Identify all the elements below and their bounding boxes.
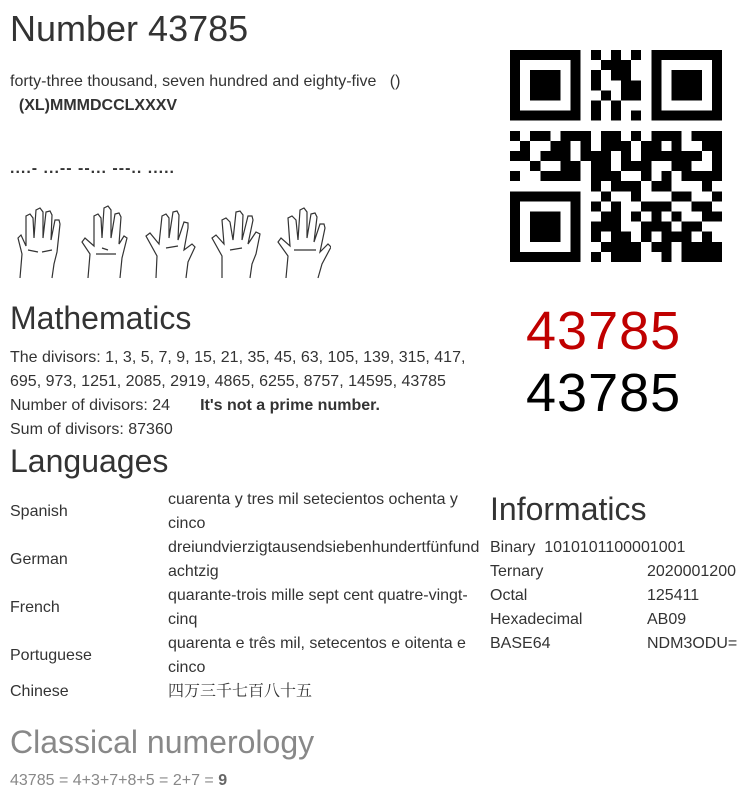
- roman-numeral: (XL)MMMDCCLXXXV: [18, 97, 178, 114]
- info-value: AB09: [647, 611, 687, 628]
- prime-status: It's not a prime number.: [200, 397, 380, 414]
- informatics-table: [490, 536, 737, 656]
- words-text: forty-three thousand, seven hundred and eighty-five: [10, 73, 377, 90]
- info-value: NDM3ODU=: [647, 635, 738, 652]
- mathematics-heading: Mathematics: [10, 300, 192, 336]
- hand-four-icon: [12, 202, 67, 280]
- sign-language-hands: [12, 202, 331, 280]
- language-row: [10, 536, 480, 584]
- hand-five-icon: [276, 202, 331, 280]
- info-key: BASE64: [490, 635, 551, 652]
- language-row: [10, 680, 480, 704]
- informatics-row: [490, 608, 737, 632]
- big-number-red: 43785: [526, 301, 682, 361]
- big-number-black: 43785: [526, 363, 682, 423]
- info-key: Ternary: [490, 563, 544, 580]
- language-text: cuarenta y tres mil setecientos ochenta y cinco: [168, 491, 458, 532]
- numerology-formula: 43785 = 4+3+7+8+5 = 2+7 =: [10, 772, 219, 789]
- language-name: Spanish: [10, 503, 68, 520]
- language-name: Portuguese: [10, 647, 92, 664]
- language-row: [10, 632, 480, 680]
- hand-eight-icon: [210, 202, 265, 280]
- informatics-row: [490, 584, 737, 608]
- mathematics-section: [10, 346, 480, 442]
- language-text: dreiundvierzigtausendsiebenhundertfünfundachtzig: [168, 539, 480, 580]
- languages-heading: Languages: [10, 443, 169, 479]
- divisor-sum: Sum of divisors: 87360: [10, 421, 173, 438]
- divisor-count: Number of divisors: 24: [10, 397, 171, 414]
- words-parens: (): [389, 73, 401, 90]
- qr-code: [510, 50, 722, 262]
- page-title: Number 43785: [10, 8, 249, 49]
- language-name: Chinese: [10, 683, 69, 700]
- hand-three-icon: [78, 202, 133, 280]
- number-in-words: [10, 70, 480, 118]
- divisors-list: The divisors: 1, 3, 5, 7, 9, 15, 21, 35, 45, 63, 105, 139, 315, 417, 695, 973, 1251, 2085, 2919, 4865, 6255, 8757, 14595, 43785: [10, 349, 466, 390]
- informatics-row: [490, 632, 737, 656]
- language-name: German: [10, 551, 68, 568]
- language-name: French: [10, 599, 60, 616]
- language-text: quarante-trois mille sept cent quatre-vingt-cinq: [168, 587, 468, 628]
- info-value: 125411: [647, 587, 700, 604]
- numerology-heading: Classical numerology: [10, 724, 315, 760]
- language-text: 四万三千七百八十五: [168, 683, 313, 700]
- numerology-formula-line: [10, 772, 227, 790]
- info-value: 1010101100001001: [544, 539, 686, 556]
- hand-seven-icon: [144, 202, 199, 280]
- morse-code: ....- ...-- --... ---.. .....: [10, 160, 175, 177]
- informatics-heading: Informatics: [490, 491, 647, 527]
- informatics-row: [490, 560, 737, 584]
- informatics-row: [490, 536, 737, 560]
- language-text: quarenta e três mil, setecentos e oitenta e cinco: [168, 635, 466, 676]
- info-key: Hexadecimal: [490, 611, 583, 628]
- language-row: [10, 488, 480, 536]
- info-key: Binary: [490, 539, 536, 556]
- info-value: 2020001200: [647, 563, 736, 580]
- languages-table: [10, 488, 480, 704]
- numerology-result: 9: [218, 772, 228, 789]
- info-key: Octal: [490, 587, 528, 604]
- divisor-count-row: [10, 394, 480, 418]
- language-row: [10, 584, 480, 632]
